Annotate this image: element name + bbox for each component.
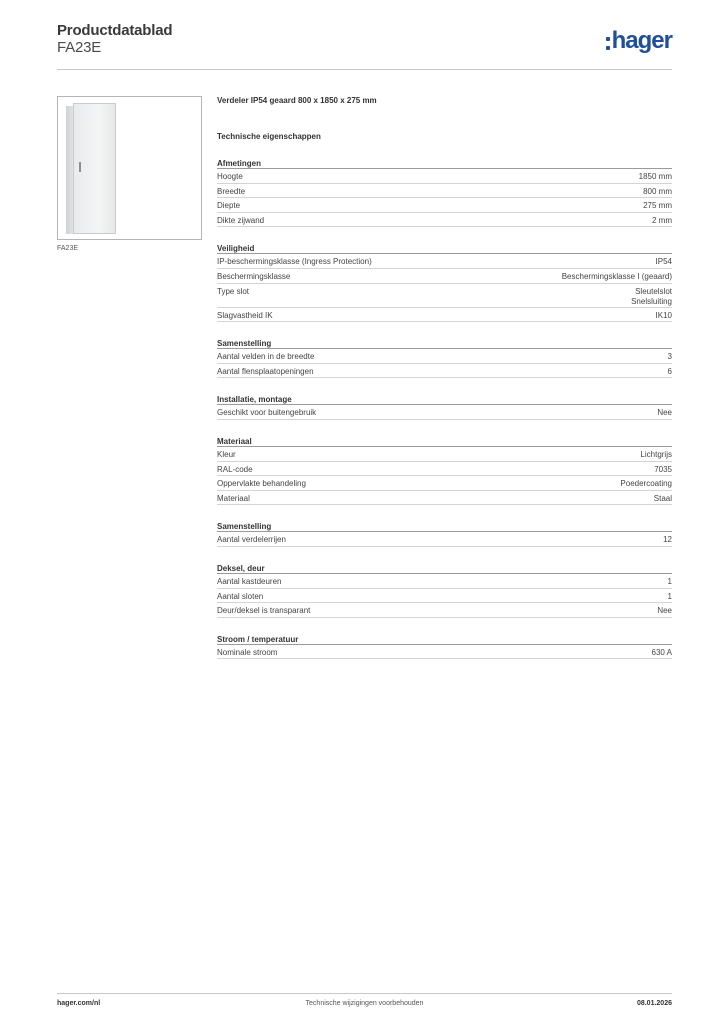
spec-value [657,408,672,419]
spec-label: Aantal flensplaatopeningen [217,366,314,376]
spec-value [663,535,672,546]
spec-value [654,494,672,505]
spec-row [217,532,672,547]
spec-group [217,563,672,618]
spec-value-line: 1 [667,591,672,601]
spec-group-title: Installatie, montage [217,394,672,405]
spec-value-line: 1850 mm [638,172,672,181]
spec-label: Aantal kastdeuren [217,576,282,586]
spec-value [668,577,672,588]
spec-value [656,311,672,322]
spec-row [217,476,672,491]
spec-value [668,352,672,363]
spec-value [643,201,672,212]
spec-value-line: 1 [667,576,672,586]
spec-value [668,367,672,378]
spec-row [217,364,672,379]
spec-value [643,187,672,198]
spec-group [217,394,672,420]
spec-row [217,405,672,420]
spec-group [217,634,672,660]
spec-value-line: 6 [667,366,672,376]
spec-group-title: Deksel, deur [217,563,672,574]
spec-group [217,436,672,505]
spec-value [652,216,672,227]
spec-label: Hoogte [217,172,243,181]
image-caption: FA23E [57,245,79,252]
spec-value [652,648,672,659]
spec-value-line: Nee [657,606,672,616]
document-title: Productdatablad [57,22,173,39]
spec-row [217,349,672,364]
spec-row [217,491,672,506]
spec-row [217,213,672,228]
spec-row [217,169,672,184]
footer-website-link[interactable]: hager.com/nl [57,1000,101,1007]
spec-group-title: Afmetingen [217,158,672,169]
logo-text: hager [611,27,672,54]
spec-row [217,645,672,660]
hager-logo[interactable] [606,28,672,54]
spec-value-line: Nee [657,408,672,418]
spec-row [217,254,672,269]
spec-row [217,269,672,284]
spec-group-title: Veiligheid [217,243,672,254]
spec-group [217,243,672,322]
spec-row [217,603,672,618]
spec-row [217,462,672,477]
spec-group-title: Stroom / temperatuur [217,634,672,645]
spec-label: IP-beschermingsklasse (Ingress Protection) [217,257,372,267]
footer-disclaimer: Technische wijzigingen voorbehouden [305,1000,424,1007]
spec-label: Dikte zijwand [217,215,265,225]
spec-value-line: Poedercoating [620,479,672,489]
spec-value-line: 800 mm [643,186,672,196]
spec-groups [217,158,672,659]
tech-heading: Technische eigenschappen [217,132,321,141]
product-name: Verdeler IP54 geaard 800 x 1850 x 275 mm [217,96,377,105]
spec-value-line: IK10 [655,310,672,320]
spec-value [668,592,672,603]
spec-value-line: 7035 [654,464,672,474]
spec-label: Aantal verdelerrijen [217,535,286,545]
spec-row [217,184,672,199]
page-footer [57,993,672,1013]
spec-label: Aantal sloten [217,591,264,601]
spec-value [639,172,672,183]
spec-value-line: Lichtgrijs [640,449,672,459]
spec-group-title: Samenstelling [217,338,672,349]
spec-row [217,308,672,323]
spec-row [217,447,672,462]
spec-row [217,574,672,589]
cabinet-illustration [66,103,116,234]
door-handle-icon [79,162,81,172]
spec-label: Nominale stroom [217,647,278,657]
spec-group [217,158,672,227]
spec-value [656,257,672,268]
spec-label: RAL-code [217,464,253,474]
spec-label: Type slot [217,286,250,296]
footer-date: 08.01.2026 [636,1000,672,1007]
spec-value-line: Staal [653,493,672,503]
page-header [57,22,672,70]
spec-label: Beschermingsklasse [217,271,291,281]
spec-label: Geschikt voor buitengebruik [217,408,317,418]
spec-label: Diepte [217,201,241,211]
spec-value-line: IP54 [655,257,672,267]
spec-value [640,450,672,461]
spec-row [217,198,672,213]
spec-value-line: Beschermingsklasse I (geaard) [561,271,672,281]
spec-group [217,521,672,547]
spec-value-line: 12 [663,535,672,545]
spec-value-line: Snelsluiting [631,296,672,306]
spec-value-line: Sleutelslot [635,286,672,296]
spec-value-line: 275 mm [643,201,672,211]
spec-value [562,272,672,283]
spec-value [654,465,672,476]
spec-group-title: Materiaal [217,436,672,447]
specification-content [217,96,672,659]
spec-group [217,338,672,378]
product-image [57,96,202,240]
spec-value-line: 630 A [651,647,672,657]
spec-label: Oppervlakte behandeling [217,479,306,489]
spec-row [217,284,672,308]
document-subtitle: FA23E [57,39,102,56]
spec-group-title: Samenstelling [217,521,672,532]
spec-value [620,479,672,490]
spec-label: Aantal velden in de breedte [217,352,315,362]
spec-label: Kleur [217,449,236,459]
spec-value [657,606,672,617]
spec-row [217,589,672,604]
spec-label: Deur/deksel is transparant [217,606,311,616]
spec-label: Slagvastheid IK [217,310,273,320]
spec-label: Materiaal [217,493,250,503]
spec-label: Breedte [217,186,246,196]
spec-value-line: 3 [667,352,672,362]
logo-dots-icon [606,37,610,50]
spec-value-line: 2 mm [652,215,672,225]
spec-value [631,287,672,307]
